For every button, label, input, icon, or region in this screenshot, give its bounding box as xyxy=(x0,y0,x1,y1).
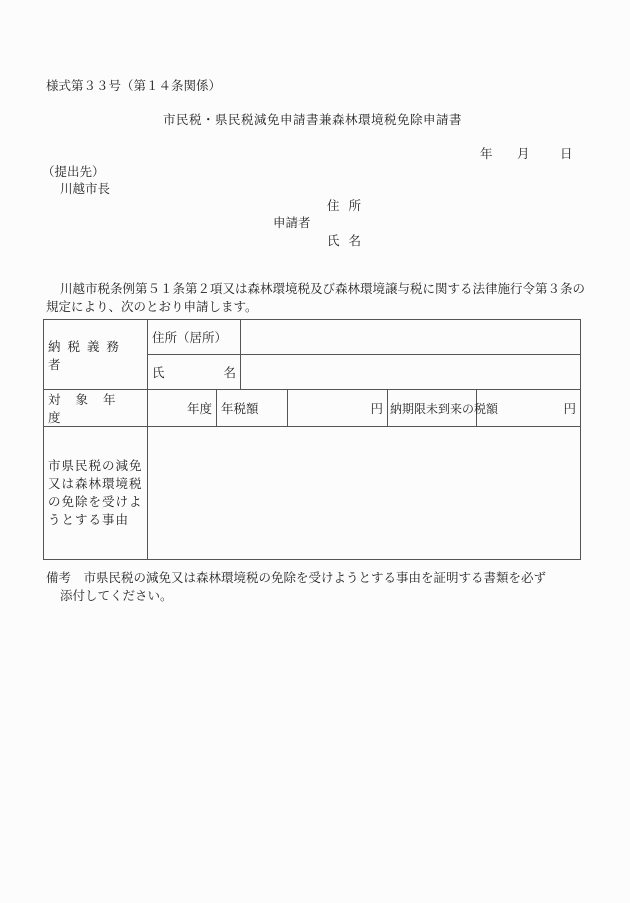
annual-tax-label: 年税額 xyxy=(217,390,288,427)
unpaid-tax-field[interactable]: 円 xyxy=(477,390,581,427)
target-year-field[interactable]: 年度 xyxy=(148,390,217,427)
address-field[interactable] xyxy=(241,320,581,355)
name-label xyxy=(148,355,241,390)
addressee-label: （提出先） xyxy=(42,164,105,179)
date-year-label: 年 xyxy=(480,146,493,161)
remarks-note-line-1: 備考 市県民税の減免又は森林環境税の免除を受けようとする事由を証明する書類を必ず xyxy=(46,570,547,585)
target-year-label: 対象年度 xyxy=(44,390,148,427)
document-title: 市民税・県民税減免申請書兼森林環境税免除申請書 xyxy=(163,112,463,127)
applicant-address-label: 住所 xyxy=(327,198,371,213)
address-label: 住所（居所） xyxy=(148,320,241,355)
date-month-label: 月 xyxy=(517,146,530,161)
reason-label: 市県民税の減免又は森林環境税の免除を受けようとする事由 xyxy=(44,427,148,560)
intro-paragraph: 川越市税条例第５１条第２項又は森林環境税及び森林環境譲与税に関する法律施行令第３条の規定により、次のとおり申請します。 xyxy=(46,281,586,314)
name-field[interactable] xyxy=(241,355,581,390)
remarks-note xyxy=(46,569,591,605)
unpaid-tax-label: 納期限未到来の税額 xyxy=(388,390,477,427)
form-number: 様式第３３号（第１４条関係） xyxy=(46,78,222,93)
annual-tax-field[interactable]: 円 xyxy=(288,390,388,427)
applicant-label: 申請者 xyxy=(273,215,311,230)
addressee: 川越市長 xyxy=(60,181,111,196)
application-table xyxy=(43,319,581,560)
name-label-part-2: 名 xyxy=(223,365,237,380)
remarks-note-line-2: 添付してください。 xyxy=(60,588,173,603)
applicant-name-label: 氏名 xyxy=(327,233,371,248)
taxpayer-label: 納税義務者 xyxy=(44,320,148,390)
reason-field[interactable] xyxy=(148,427,581,560)
date-day-label: 日 xyxy=(560,146,573,161)
name-label-part-1: 氏 xyxy=(152,365,165,380)
